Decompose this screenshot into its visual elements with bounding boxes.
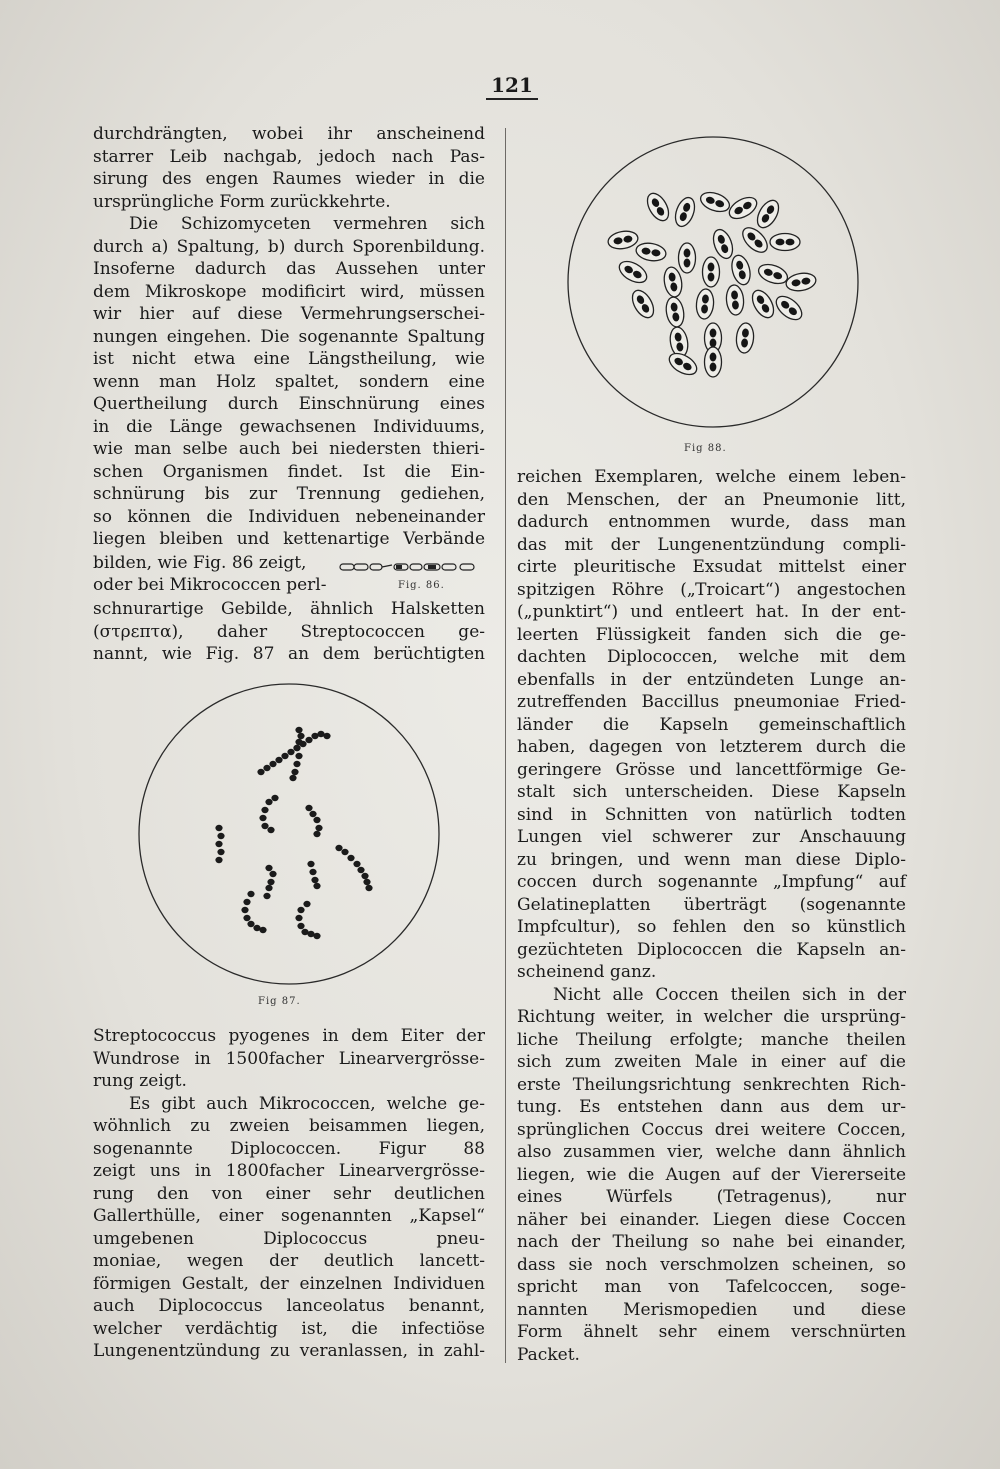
diplococcus-capsule	[672, 195, 698, 229]
diplococcus-capsule	[729, 253, 753, 286]
coccus-dot	[313, 883, 320, 889]
coccus-dot	[295, 753, 302, 759]
diplococcus-capsule	[635, 241, 667, 263]
text-line: Gallerthülle, einer sogenannten „Kapsel“	[93, 1206, 485, 1226]
coccus-dot	[257, 769, 264, 775]
coccus-dot	[363, 879, 370, 885]
coccus-dot	[275, 757, 282, 763]
coccus-dot	[263, 765, 270, 771]
text-line: sirung des engen Raumes wieder in die	[93, 169, 485, 189]
text-line: Es gibt auch Mikrococcen, welche ge-	[129, 1093, 485, 1114]
coccus-dot	[217, 833, 224, 839]
text-line: in die Länge gewachsenen Individuums,	[93, 416, 485, 437]
diplococcus-capsule	[616, 257, 650, 287]
diplococcus-capsule	[710, 227, 736, 261]
text-line: stalt sich unterscheiden. Diese Kapseln	[517, 782, 906, 802]
text-line: sprünglichen Coccus drei weitere Coccen,	[517, 1119, 906, 1140]
coccus-dot	[261, 807, 268, 813]
text-line: sich zum zweiten Male in einer auf die	[517, 1052, 906, 1072]
diplococcus-capsule	[643, 190, 673, 224]
text-line: näher bei einander. Liegen diese Coccen	[517, 1209, 906, 1230]
coccus-dot	[259, 815, 266, 821]
text-line: schnürung bis zur Trennung gediehen,	[93, 484, 485, 504]
coccus-dot	[267, 827, 274, 833]
text-line: scheinend ganz.	[517, 962, 657, 982]
text-line: Insoferne dadurch das Aussehen unter	[93, 259, 485, 279]
text-line: wöhnlich zu zweien beisammen liegen,	[93, 1116, 485, 1136]
text-line: starrer Leib nachgab, jedoch nach Pas-	[93, 146, 485, 167]
text-line: wenn man Holz spaltet, sondern eine	[93, 371, 485, 392]
text-line: durchdrängten, wobei ihr anscheinend	[93, 124, 485, 144]
coccus-dot	[241, 907, 248, 913]
coccus-dot	[215, 841, 222, 847]
text-line: umgebenen Diplococcus pneu-	[93, 1228, 485, 1249]
coccus-dot	[341, 849, 348, 855]
text-line: Die Schizomyceten vermehren sich	[129, 214, 485, 234]
text-line: spitzigen Röhre („Troicart“) angestochen	[517, 579, 906, 600]
coccus-dot	[215, 857, 222, 863]
text-line: den Menschen, der an Pneumonie litt,	[517, 489, 906, 510]
text-line: welcher verdächtig ist, die infectiöse	[93, 1318, 485, 1339]
diplococcus-capsule	[785, 271, 817, 293]
coccus-dot	[311, 877, 318, 883]
text-line: leerten Flüssigkeit fanden sich die ge-	[517, 624, 906, 645]
diplococcus-capsule	[705, 347, 722, 377]
coccus-dot	[313, 831, 320, 837]
text-line: Streptococcus pyogenes in dem Eiter der	[93, 1026, 485, 1046]
diplococcus-capsule	[662, 266, 684, 298]
text-line: liegen bleiben und kettenartige Verbände	[93, 529, 485, 549]
left-column-bottom	[93, 1025, 485, 1363]
coccus-dot	[247, 891, 254, 897]
text-line: also zusammen vier, welche dann ähnlich	[517, 1142, 906, 1162]
coccus-dot	[291, 769, 298, 775]
coccus-dot	[313, 817, 320, 823]
figure-87-streptococcus-illustration	[133, 678, 445, 990]
text-line: Richtung weiter, in welcher die ursprüng-	[517, 1007, 906, 1027]
coccus-dot	[261, 823, 268, 829]
coccus-dot	[269, 761, 276, 767]
coccus-dot	[271, 795, 278, 801]
figure-87-caption: Fig 87.	[258, 996, 301, 1007]
diplococcus-capsule	[753, 197, 783, 231]
text-line: dem Mikroskope modificirt wird, müssen	[93, 281, 485, 302]
text-line: Gelatineplatten überträgt (sogenannte	[517, 894, 906, 915]
diplococcus-capsule	[748, 287, 778, 321]
text-line: nannten Merismopedien und diese	[517, 1299, 906, 1320]
coccus-dot	[313, 933, 320, 939]
diplococcus-capsule	[725, 284, 745, 315]
coccus-dot	[305, 805, 312, 811]
text-line: liche Theilung erfolgte; manche theilen	[517, 1029, 906, 1050]
diplococcus-capsule	[756, 261, 790, 287]
text-line: liegen, wie die Augen auf der Viererseite	[517, 1164, 906, 1185]
text-line: schnurartige Gebilde, ähnlich Halsketten	[93, 599, 485, 619]
coccus-dot	[243, 915, 250, 921]
text-line: wie man selbe auch bei niedersten thieri-	[93, 439, 485, 459]
text-line: geringere Grösse und lancettförmige Ge-	[517, 759, 906, 780]
coccus-dot	[307, 861, 314, 867]
coccus-dot	[295, 727, 302, 733]
coccus-dot	[297, 923, 304, 929]
text-line: coccen durch sogenannte „Impfung“ auf	[517, 872, 906, 892]
coccus-dot	[347, 855, 354, 861]
text-line: Wundrose in 1500facher Linearvergrösse-	[93, 1048, 485, 1069]
figure-88-caption: Fig 88.	[684, 443, 727, 454]
coccus-dot	[365, 885, 372, 891]
text-line: dachten Diplococcen, welche mit dem	[517, 647, 906, 667]
coccus-dot	[289, 775, 296, 781]
column-divider	[505, 128, 506, 1363]
text-line: („punktirt“) und entleert hat. In der ent-	[517, 602, 906, 622]
diplococcus-capsule	[679, 243, 696, 273]
coccus-dot	[263, 893, 270, 899]
text-line: bilden, wie Fig. 86 zeigt,	[93, 553, 307, 573]
diplococcus-capsule	[772, 292, 806, 324]
text-line: förmigen Gestalt, der einzelnen Individuen	[93, 1273, 485, 1294]
text-line: zeigt uns in 1800facher Linearvergrösse-	[93, 1161, 485, 1181]
coccus-dot	[309, 869, 316, 875]
coccus-dot	[269, 871, 276, 877]
text-line: zu bringen, und wenn man diese Diplo-	[517, 849, 906, 870]
coccus-dot	[247, 921, 254, 927]
text-line: moniae, wegen der deutlich lancett-	[93, 1251, 485, 1271]
left-column-top-continued	[93, 598, 485, 666]
text-line: eines Würfels (Tetragenus), nur	[517, 1187, 906, 1207]
text-line: sind in Schnitten von natürlich todten	[517, 804, 906, 825]
coccus-dot	[335, 845, 342, 851]
text-line: reichen Exemplaren, welche einem leben-	[517, 467, 906, 487]
coccus-dot	[265, 865, 272, 871]
text-line: wir hier auf diese Vermehrungserschei-	[93, 304, 485, 324]
text-line: dass sie noch verschmolzen scheinen, so	[517, 1254, 906, 1275]
coccus-dot	[259, 927, 266, 933]
text-line: dadurch entnommen wurde, dass man	[517, 512, 906, 532]
coccus-dot	[267, 879, 274, 885]
coccus-dot	[215, 825, 222, 831]
text-line: zutreffenden Baccillus pneumoniae Fried-	[517, 692, 906, 712]
coccus-dot	[295, 739, 302, 745]
text-line: Form ähnelt sehr einem verschnürten	[517, 1322, 906, 1342]
text-line: rung den von einer sehr deutlichen	[93, 1183, 485, 1204]
coccus-dot	[281, 753, 288, 759]
diplococcus-capsule	[664, 296, 686, 328]
diplococcus-capsule	[695, 288, 715, 319]
coccus-dot	[297, 907, 304, 913]
text-line: nach der Theilung so nahe bei einander,	[517, 1232, 906, 1252]
diplococcus-capsule	[738, 223, 771, 256]
text-line: auch Diplococcus lanceolatus benannt,	[93, 1296, 485, 1316]
coccus-dot	[243, 899, 250, 905]
text-line: ebenfalls in der entzündeten Lunge an-	[517, 669, 906, 690]
text-line: Lungen viel schwerer zur Anschauung	[517, 827, 906, 847]
coccus-dot	[303, 901, 310, 907]
text-line: cirte pleuritische Exsudat mittelst einer	[517, 557, 906, 577]
diplococcus-capsule	[770, 234, 800, 251]
text-line: spricht man von Tafelcoccen, soge-	[517, 1277, 906, 1297]
text-line: so können die Individuen nebeneinander	[93, 506, 485, 527]
coccus-dot	[293, 761, 300, 767]
text-line: Packet.	[517, 1344, 580, 1365]
text-line: Lungenentzündung zu veranlassen, in zahl-	[93, 1341, 485, 1361]
text-line: tung. Es entstehen dann aus dem ur-	[517, 1097, 906, 1117]
text-line: (στρεπτα), daher Streptococcen ge-	[93, 621, 485, 642]
figure-86-chain-illustration	[338, 560, 488, 576]
coccus-dot	[357, 867, 364, 873]
diplococcus-capsule	[703, 257, 720, 287]
text-line: das mit der Lungenentzündung compli-	[517, 534, 906, 555]
diplococcus-capsule	[698, 189, 732, 215]
diplococcus-capsule	[726, 193, 760, 223]
coccus-dot	[353, 861, 360, 867]
text-line: oder bei Mikrococcen perl-	[93, 575, 327, 595]
coccus-dot	[315, 825, 322, 831]
coccus-dot	[265, 885, 272, 891]
text-line: länder die Kapseln gemeinschaftlich	[517, 714, 906, 735]
right-column	[517, 466, 906, 1366]
text-line: Impfcultur), so fehlen den so künstlich	[517, 917, 906, 937]
text-line: haben, dagegen von letzterem durch die	[517, 737, 906, 757]
text-line: rung zeigt.	[93, 1071, 187, 1091]
text-line: sogenannte Diplococcen. Figur 88	[93, 1138, 485, 1159]
text-line: ist nicht etwa eine Längstheilung, wie	[93, 349, 485, 369]
figure-88-diplococcus-illustration	[563, 132, 863, 432]
coccus-dot	[323, 733, 330, 739]
page-number: 121	[486, 72, 538, 100]
coccus-dot	[305, 737, 312, 743]
coccus-dot	[217, 849, 224, 855]
coccus-dot	[361, 873, 368, 879]
text-line: nannt, wie Fig. 87 an dem berüchtigten	[93, 644, 485, 664]
figure-86-caption: Fig. 86.	[398, 580, 445, 591]
text-line: Quertheilung durch Einschnürung eines	[93, 394, 485, 414]
diplococcus-capsule	[607, 229, 639, 251]
text-line: schen Organismen findet. Ist die Ein-	[93, 461, 485, 482]
text-line: erste Theilungsrichtung senkrechten Rich-	[517, 1074, 906, 1095]
coccus-dot	[309, 811, 316, 817]
coccus-dot	[265, 799, 272, 805]
text-line: durch a) Spaltung, b) durch Sporenbildung.	[93, 236, 485, 257]
coccus-dot	[287, 749, 294, 755]
left-column-top	[93, 123, 485, 551]
text-line: nungen eingehen. Die sogenannte Spaltung	[93, 326, 485, 347]
text-line: ursprüngliche Form zurückkehrte.	[93, 191, 391, 212]
text-line: gezüchteten Diplococcen die Kapseln an-	[517, 939, 906, 960]
text-line: Nicht alle Coccen theilen sich in der	[553, 984, 906, 1005]
coccus-dot	[295, 915, 302, 921]
coccus-dot	[293, 745, 300, 751]
diplococcus-capsule	[735, 322, 755, 353]
coccus-dot	[297, 733, 304, 739]
diplococcus-capsule	[628, 287, 658, 321]
